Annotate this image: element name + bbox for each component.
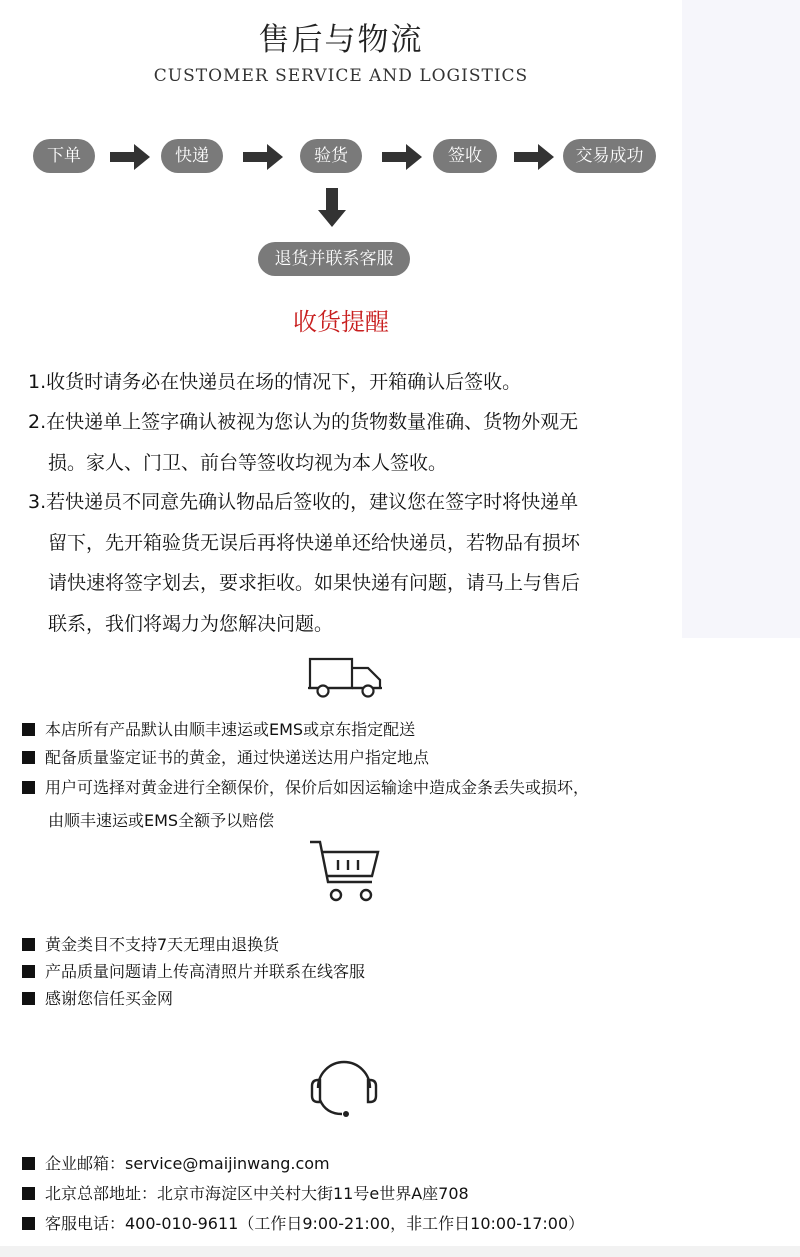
bullet-icon (22, 781, 35, 794)
step-inspect: 验货 (300, 139, 362, 173)
aftersale-item: 产品质量问题请上传高清照片并联系在线客服 (22, 962, 365, 982)
reminder-line: 3.若快递员不同意先确认物品后签收的，建议您在签字时将快递单 (28, 491, 579, 513)
bullet-icon (22, 965, 35, 978)
aftersale-item: 黄金类目不支持7天无理由退换货 (22, 935, 279, 955)
bullet-icon (22, 723, 35, 736)
logistics-item: 配备质量鉴定证书的黄金，通过快递送达用户指定地点 (22, 748, 429, 768)
arrow-right-icon (243, 143, 285, 171)
shopping-cart-icon (308, 838, 384, 906)
reminder-line: 1.收货时请务必在快递员在场的情况下，开箱确认后签收。 (28, 371, 522, 393)
contact-item: 北京总部地址：北京市海淀区中关村大街11号e世界A座708 (22, 1184, 469, 1204)
reminder-line: 联系，我们将竭力为您解决问题。 (48, 613, 334, 635)
arrow-down-icon (317, 188, 347, 228)
reminder-line: 请快速将签字划去，要求拒收。如果快递有问题，请马上与售后 (48, 572, 581, 594)
logistics-item: 本店所有产品默认由顺丰速运或EMS或京东指定配送 (22, 720, 415, 740)
page-subtitle: CUSTOMER SERVICE AND LOGISTICS (153, 66, 529, 86)
step-return: 退货并联系客服 (258, 242, 410, 276)
aftersale-item: 感谢您信任买金网 (22, 989, 173, 1009)
truck-icon (306, 654, 386, 700)
reminder-title: 收货提醒 (293, 308, 389, 336)
arrow-right-icon (514, 143, 556, 171)
page-title: 售后与物流 (258, 22, 424, 58)
bullet-icon (22, 1157, 35, 1170)
bullet-icon (22, 1217, 35, 1230)
step-sign: 签收 (433, 139, 497, 173)
reminder-line: 损。家人、门卫、前台等签收均视为本人签收。 (48, 452, 448, 474)
contact-item: 企业邮箱：service@maijinwang.com (22, 1154, 330, 1174)
step-express: 快递 (161, 139, 223, 173)
bullet-icon (22, 1187, 35, 1200)
bullet-icon (22, 992, 35, 1005)
logistics-item: 用户可选择对黄金进行全额保价，保价后如因运输途中造成金条丢失或损坏， (22, 778, 589, 798)
reminder-line: 留下，先开箱验货无误后再将快递单还给快递员，若物品有损坏 (48, 532, 581, 554)
step-complete: 交易成功 (563, 139, 656, 173)
bullet-icon (22, 751, 35, 764)
contact-item: 客服电话：400-010-9611（工作日9:00-21:00，非工作日10:00-17:00） (22, 1214, 584, 1234)
headset-icon (308, 1052, 380, 1120)
arrow-right-icon (382, 143, 424, 171)
step-order: 下单 (33, 139, 95, 173)
logistics-item-continuation: 由顺丰速运或EMS全额予以赔偿 (48, 811, 275, 830)
arrow-right-icon (110, 143, 152, 171)
bullet-icon (22, 938, 35, 951)
reminder-line: 2.在快递单上签字确认被视为您认为的货物数量准确、货物外观无 (28, 411, 579, 433)
bottom-divider (0, 1246, 800, 1257)
